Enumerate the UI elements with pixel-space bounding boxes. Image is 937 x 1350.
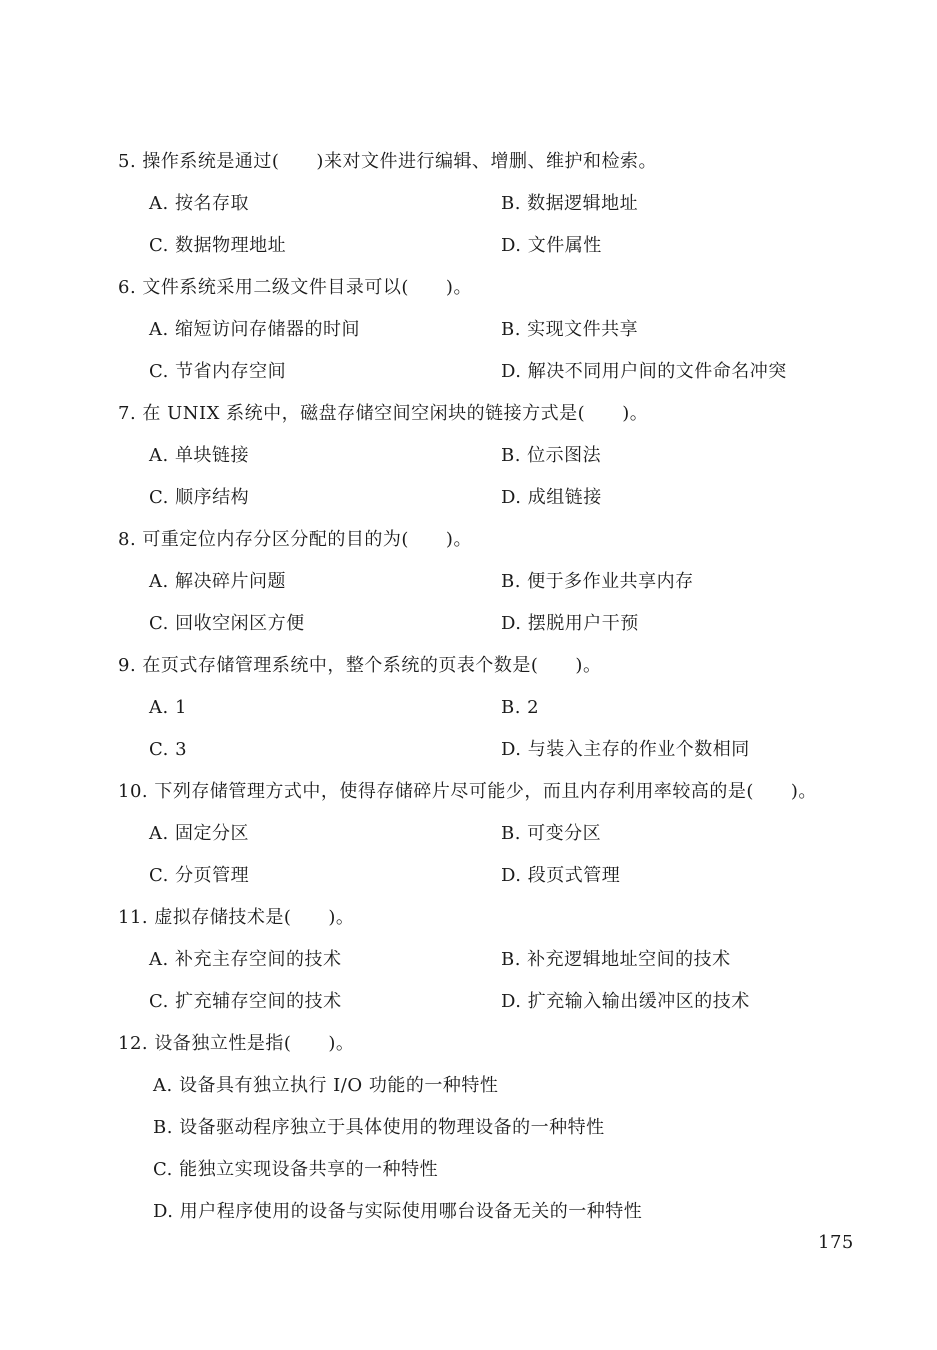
option-b: B. 补充逻辑地址空间的技术 [501, 949, 731, 970]
option-b: B. 实现文件共享 [501, 319, 639, 340]
question-12 [118, 1032, 858, 1224]
option-b: B. 位示图法 [501, 445, 602, 466]
question-9 [118, 654, 858, 762]
option-a: A. 缩短访问存储器的时间 [149, 319, 360, 340]
question-8 [118, 528, 858, 636]
question-stem: 9. 在页式存储管理系统中，整个系统的页表个数是( )。 [118, 655, 602, 676]
option-a: A. 固定分区 [149, 823, 249, 844]
option-b: B. 2 [501, 697, 540, 718]
option-d: D. 解决不同用户间的文件命名冲突 [501, 361, 787, 382]
option-d: D. 成组链接 [501, 487, 602, 508]
option-a: A. 补充主存空间的技术 [149, 949, 342, 970]
option-a: A. 解决碎片问题 [149, 571, 286, 592]
question-7 [118, 402, 858, 510]
option-c: C. 分页管理 [149, 865, 250, 886]
question-10 [118, 780, 858, 888]
question-11 [118, 906, 858, 1014]
option-a: A. 设备具有独立执行 I/O 功能的一种特性 [153, 1075, 499, 1096]
option-b: B. 数据逻辑地址 [501, 193, 639, 214]
option-c: C. 回收空闲区方便 [149, 613, 305, 634]
question-stem: 5. 操作系统是通过( )来对文件进行编辑、增删、维护和检索。 [118, 151, 657, 172]
question-stem: 8. 可重定位内存分区分配的目的为( )。 [118, 529, 472, 550]
option-b: B. 设备驱动程序独立于具体使用的物理设备的一种特性 [153, 1117, 605, 1138]
option-d: D. 文件属性 [501, 235, 602, 256]
question-6 [118, 276, 858, 384]
question-stem: 12. 设备独立性是指( )。 [118, 1033, 355, 1054]
question-5 [118, 150, 858, 258]
option-c: C. 能独立实现设备共享的一种特性 [153, 1159, 439, 1180]
question-stem: 6. 文件系统采用二级文件目录可以( )。 [118, 277, 472, 298]
option-d: D. 扩充输入输出缓冲区的技术 [501, 991, 750, 1012]
option-a: A. 1 [149, 697, 187, 718]
option-d: D. 与装入主存的作业个数相同 [501, 739, 750, 760]
option-b: B. 便于多作业共享内存 [501, 571, 694, 592]
option-c: C. 数据物理地址 [149, 235, 287, 256]
option-c: C. 3 [149, 739, 188, 760]
option-b: B. 可变分区 [501, 823, 602, 844]
option-a: A. 按名存取 [149, 193, 249, 214]
option-a: A. 单块链接 [149, 445, 249, 466]
option-c: C. 节省内存空间 [149, 361, 287, 382]
page-number: 175 [818, 1232, 854, 1253]
question-stem: 10. 下列存储管理方式中，使得存储碎片尽可能少，而且内存利用率较高的是( )。 [118, 781, 817, 802]
question-stem: 7. 在 UNIX 系统中，磁盘存储空间空闲块的链接方式是( )。 [118, 403, 649, 424]
option-c: C. 顺序结构 [149, 487, 250, 508]
option-d: D. 用户程序使用的设备与实际使用哪台设备无关的一种特性 [153, 1201, 643, 1222]
question-stem: 11. 虚拟存储技术是( )。 [118, 907, 355, 928]
option-d: D. 段页式管理 [501, 865, 621, 886]
option-d: D. 摆脱用户干预 [501, 613, 639, 634]
option-c: C. 扩充辅存空间的技术 [149, 991, 342, 1012]
